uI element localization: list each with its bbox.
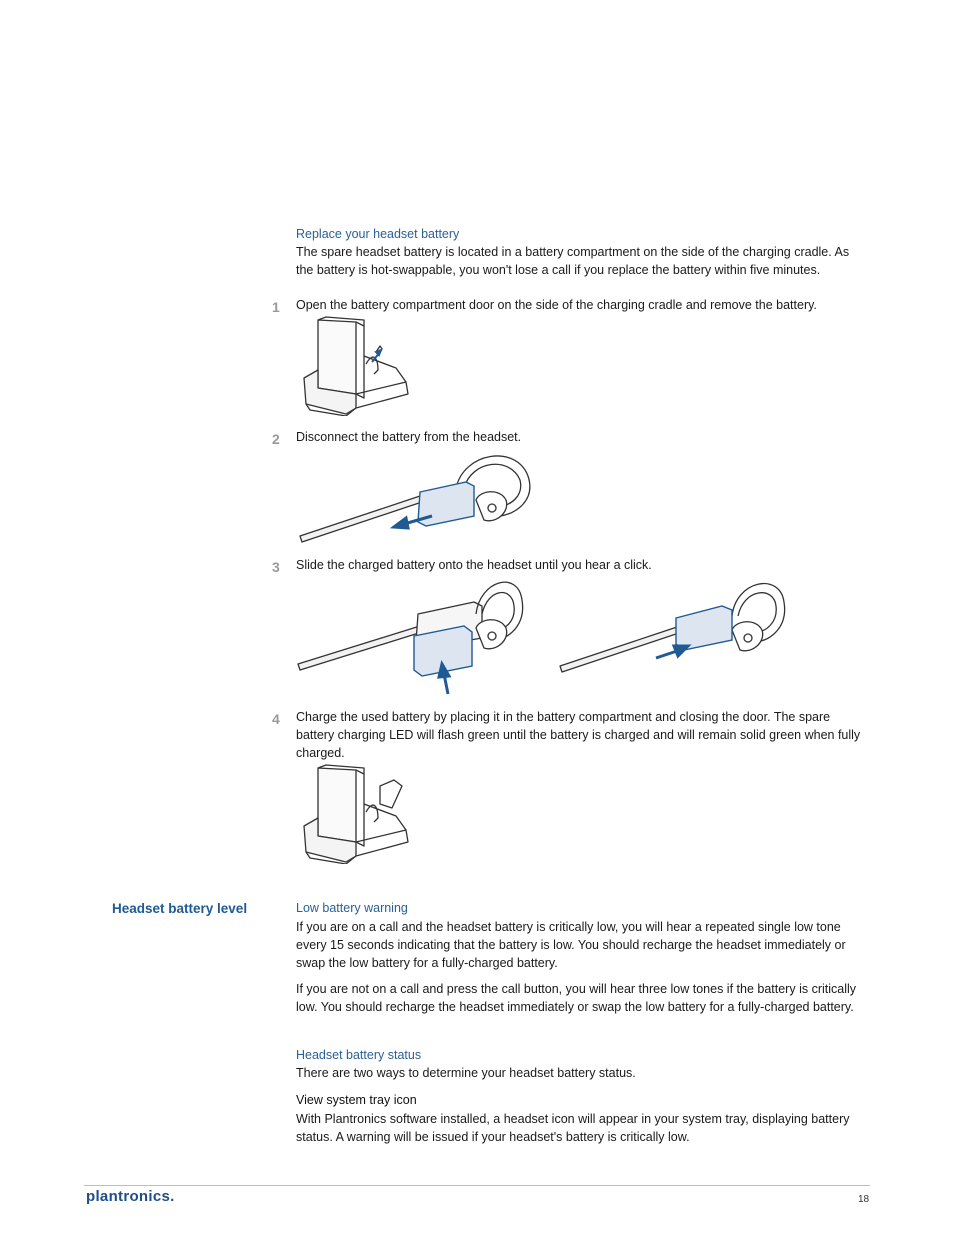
system-tray-paragraph: With Plantronics software installed, a headset icon will appear in your system tray, displaying battery status. A warning will be issued if your headset's battery is critically low.	[296, 1112, 850, 1144]
battery-status-paragraph: There are two ways to determine your headset battery status.	[296, 1066, 636, 1080]
step-number-3: 3	[272, 559, 280, 575]
intro-paragraph: The spare headset battery is located in a battery compartment on the side of the charging cradle. As the battery is hot-swappable, you won't lose a call if you replace the battery within five minutes.	[296, 245, 850, 277]
headset-disconnect-illustration	[296, 448, 536, 548]
low-battery-paragraph-1: If you are on a call and the headset battery is critically low, you will hear a repeated single low tone every 15 seconds indicating that the battery is low. You should recharge the headset immediately or swap the low battery for a fully-charged battery.	[296, 920, 846, 970]
headset-attach-illustration-right	[556, 576, 791, 676]
step-number-1: 1	[272, 299, 280, 315]
cradle-open-illustration	[296, 316, 416, 416]
cradle-charge-illustration	[296, 764, 416, 864]
plantronics-logo: plantronics.	[86, 1188, 175, 1205]
side-heading-battery-level: Headset battery level	[112, 901, 248, 916]
headset-attach-illustration-left	[296, 576, 531, 696]
footer-divider	[84, 1185, 870, 1186]
step-text-1: Open the battery compartment door on the side of the charging cradle and remove the battery.	[296, 298, 817, 312]
battery-status-title: Headset battery status	[296, 1048, 422, 1062]
step-text-3: Slide the charged battery onto the headset until you hear a click.	[296, 558, 652, 572]
step-text-2: Disconnect the battery from the headset.	[296, 430, 522, 444]
step-number-4: 4	[272, 711, 280, 727]
system-tray-title: View system tray icon	[296, 1093, 417, 1107]
section-title-replace-battery: Replace your headset battery	[296, 227, 460, 241]
step-text-4: Charge the used battery by placing it in the battery compartment and closing the door. The spare battery charging LED will flash green until the battery is charged and will remain solid green when fully charged.	[296, 710, 861, 760]
low-battery-paragraph-2: If you are not on a call and press the call button, you will hear three low tones if the battery is critically low. You should recharge the headset immediately or swap the low battery for a fully-charged battery.	[296, 982, 857, 1014]
page-number: 18	[858, 1194, 870, 1205]
low-battery-title: Low battery warning	[296, 901, 408, 915]
step-number-2: 2	[272, 431, 280, 447]
